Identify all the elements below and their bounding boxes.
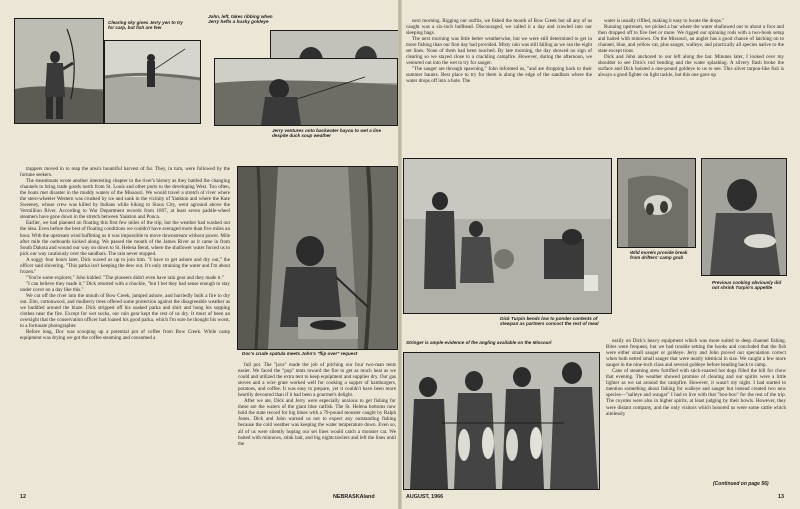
paragraph: trappers moved in to reap the area's bountiful harvest of fur. They, in turn, were followed by the fortune seekers. <box>20 166 230 179</box>
paragraph: The steamboats wrote another interesting chapter in the river's history as they battled the changing channels to bring trade goods north from St. Louis and other ports to the developing West. Too often, the boats met disaster in the muddy waters of the Missouri. We would travel a stretch of river where the stern-wheeler Western was crushed by ice and sunk in the vicinity of Yankton and where the Kate Sweeney, whose crew was killed by Indians while hiking to Sioux City, went aground above the Vermillion River. According to War Department records from 1897, at least seven paddle-wheel steamers have gone down in the stretch between Yankton and Ponca. <box>20 178 230 221</box>
right-column-3 <box>606 338 786 482</box>
continued-note: (Continued on page 56) <box>713 481 769 487</box>
photo-spatula <box>237 166 398 350</box>
right-column-2 <box>598 18 784 152</box>
caption-crude-spatula: Doc's crude spatula meets John's "flip over" request <box>242 351 358 356</box>
caption-jerry-ventures: Jerry ventures onto backwater bayou to wet a line despite duck soup weather <box>272 128 382 139</box>
paragraph: "I can believe they made it," Dick retorted with a chuckle, "but I bet they had sense enough to stay under cover on a day like this." <box>20 280 230 293</box>
caption-john-ribbing: John, left, takes ribbing when Jerry hefts a husky goldeye <box>208 14 273 25</box>
photo-bayou <box>214 58 398 126</box>
paragraph: The next morning was little better weatherwise, but we were still determined to get in more fishing than our first day had provided. Misty rain was still falling as we ran the eight set lines. None of them had been touched. By late morning, the day showed no sign of clearing so we stayed close to a crackling campfire. However, during the afternoon, we ventured out into the wet to try for sauger. <box>406 36 592 67</box>
paragraph: We cut off the river into the mouth of Bow Creek, jumped ashore, and hurriedly built a fire to dry out. Elm, cottonwood, and mulberry trees offered some protection against the disagreeable weather as we huddled around the blaze. Dick stripped off his soaked parka and shirt and hung his sopping clothes near the fire. Except for wet socks, our rain gear kept the rest of us dry. It must of been an oversight that the conservation officer had loaned his good parka, which I'm sure he thought his worst, to a fortunate photographer. <box>20 292 230 330</box>
left-column-2 <box>238 362 396 488</box>
page-number-left: 12 <box>20 494 26 500</box>
paragraph: Cans of steaming stew fortified with stick-roasted hot dogs filled the bill for chow that evening. The weather showed promise of clearing and our spirits were a little lighter as we sat around the campfire. However, it wasn't my night. I had started to mention something about fishing for walleye and sauger but instead created two new species—"salleye and waugar" I had to live with that "boo-boo" for the rest of the trip. The coyotes were also in higher spirits, at least judging by their howls. However, they were distant company, and the only visitors which honored us were some cattle which aimlessly <box>606 368 786 417</box>
caption-wild-morels: Wild morels provide break from drifters' camp grub <box>630 250 688 261</box>
caption-dick-turpin: Dick Turpin bends low to ponder contents of stewpan as partners concoct the rest of meal <box>500 316 599 327</box>
photo-archer-carp <box>14 18 104 124</box>
caption-clearing-sky: Clearing sky gives Jerry yen to try for carp, but fish are few <box>108 20 183 31</box>
photo-river-angler <box>104 40 201 124</box>
paragraph: Dick and John anchored to our left along the bar. Minutes later, I looked over my shoulder to see Dick's rod bending and the water splashing. A silvery flash broke the surface and Dick hoisted a one-pound goldeye to us to see. This silver tarpon-like fish is always a good fighter on light tackle, but this one gave up <box>598 54 784 79</box>
paragraph: Running upstream, we picked a bar where the water shallowed out to about a foot and then dropped off to five feet or more. We rigged our spinning rods with a two-hook setup and baited with minnows. On the Missouri, an angler has a good chance of latching on to channel, blue, and yellow cat, plus sauger, walleye, and practically all species native to the state except trout. <box>598 24 784 55</box>
page-number-right: 13 <box>778 494 784 500</box>
issue-date: AUGUST, 1966 <box>406 494 444 500</box>
caption-stringer: Stringer is ample evidence of the angling available on the Missouri <box>406 340 552 345</box>
photo-turpin-appetite <box>701 158 787 276</box>
gutter <box>398 0 402 509</box>
left-column-1 <box>20 166 230 486</box>
paragraph: After we ate, Dick and Jerry were especially anxious to get fishing for these are the waters of the giant blue catfish. The St. Helena bottoms now hold the state record for big blues with a 79-pound monster caught by Ralph Jones. Dick and John warned us not to expect any outstanding fishing because the cold weather was keeping the water temperature down. Even so, all of us were silently hoping our set lines would catch a monster cat. We baited with minnows, stink bait, and big nightcrawlers and left the lines until the <box>238 398 396 447</box>
paragraph: "You're some explorer," John kidded. "The pioneers didn't even have rain gear and they made it." <box>26 274 224 281</box>
paragraph: Before long, Doc was scooping up a potential pot of coffee from Bow Creek. While camp equipment was drying we got the coffee steaming and consumed a <box>20 329 230 342</box>
magazine-title: NEBRASKAland <box>333 494 375 500</box>
paragraph: next morning. Rigging our outfits, we fished the mouth of Bow Creek but all any of us caught was a six-inch bullhead. Discouraged, we called it a day and crawled into our sleeping bags. <box>406 18 592 37</box>
photo-wild-morels <box>617 158 696 248</box>
right-column-1 <box>406 18 592 152</box>
paragraph: water is usually riffled, making it easy to locate the drops." <box>604 18 725 24</box>
paragraph: "The sauger are through spawning," John informed us, "and are dropping back to their summer haunts. Best place to try for them is along the edge of the sandbars where the water drops off into a hole. The <box>406 66 592 85</box>
paragraph: easily on Dick's heavy equipment which was more suited to deep channel fishing. Bites were frequent, but we had trouble setting the hooks and concluded that the fish were either small sauger or goldeye. Jerry and John proved our speculation correct when both netted small sauger that were nearly identical in size. We caught a few more sauger in the nine-inch class and several goldeye before heading back to camp. <box>606 338 786 369</box>
paragraph: Earlier, we had planned on floating this first few miles of the trip, but the weather had washed out the idea. Even before the best of floating conditions we couldn't have averaged more than five miles an hour. With the upstream wind buffeting us it was impossible to move downstream without power. Mile after mile the outboards kicked along. We passed the mouth of the James River as it came in from South Dakota and wound our way on down to St. Helena Bend, where the shallower water forced us to pick our way cautiously over the sandbars. The rain never stopped. <box>20 220 230 257</box>
paragraph: full pot. The "java" made the job of pitching our four two-man tents easier. We faced the "pup" tents toward the fire to get as much heat as we could and utilized the extra tent to keep equipment and supplies dry. Our gas stoves and a wire grate worked well for cooking a supper of hamburgers, potatoes, and coffee. It was easy to prepare, yet it couldn't have been more heartily devoured than if it had been a gourmet's delight. <box>238 362 396 399</box>
paragraph: A soggy four hours later, Dick waved us up to join him. "I have to get ashore and dry out," the officer said shivering. "This parka isn't keeping the dew out. It's only straining the water and I'm about frozen." <box>20 256 230 275</box>
photo-camp-cooking <box>403 158 612 314</box>
caption-previous-cooking: Previous cooking obviously did not shrink Turpin's appetite <box>712 280 782 291</box>
photo-stringer <box>403 352 600 490</box>
